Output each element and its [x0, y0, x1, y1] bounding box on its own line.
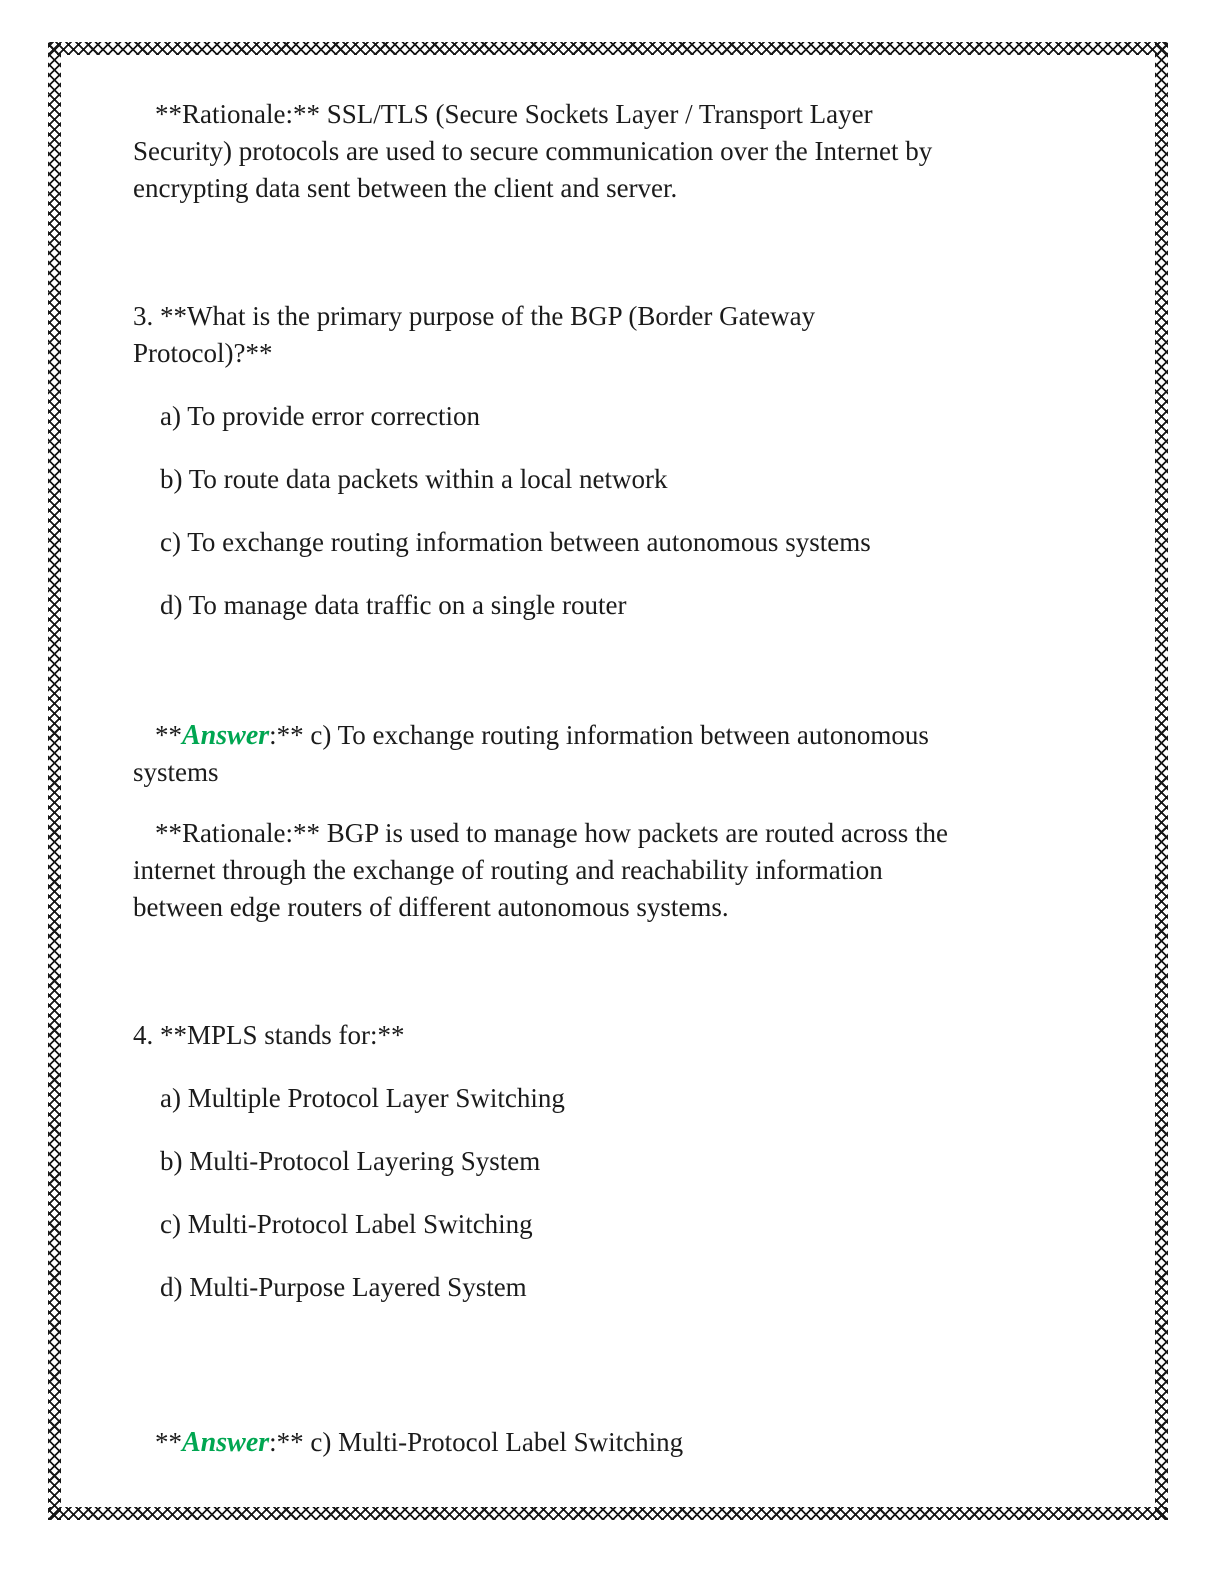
question-4-option-c: c) Multi-Protocol Label Switching	[160, 1209, 533, 1239]
question-4-line: 4. **MPLS stands for:**	[133, 1020, 405, 1050]
answer-stars: **	[155, 720, 182, 750]
question-4-option-a: a) Multiple Protocol Layer Switching	[160, 1083, 565, 1113]
rationale-line: **Rationale:** BGP is used to manage how packets are routed across the	[155, 818, 949, 848]
answer-word: Answer	[182, 720, 270, 751]
question-3-line: 3. **What is the primary purpose of the BGP (Border Gateway	[133, 301, 816, 331]
answer-line	[133, 717, 1095, 754]
question-4-option-b: b) Multi-Protocol Layering System	[160, 1146, 541, 1176]
answer-line: systems	[133, 757, 219, 787]
question-3-option-b: b) To route data packets within a local network	[160, 464, 668, 494]
answer-stars: **	[155, 1427, 182, 1457]
border-left	[48, 42, 61, 1520]
answer-text: :** c) To exchange routing information between autonomous	[269, 720, 929, 750]
question-3-answer-paragraph	[133, 717, 1095, 791]
document-page	[133, 96, 1095, 1461]
question-3-line: Protocol)?**	[133, 338, 273, 368]
question-4-option-d: d) Multi-Purpose Layered System	[160, 1272, 527, 1302]
rationale-line: between edge routers of different autonomous systems.	[133, 892, 729, 922]
question-3-option-a: a) To provide error correction	[160, 401, 480, 431]
question-3-option-d: d) To manage data traffic on a single router	[160, 590, 627, 620]
answer-text: :** c) Multi-Protocol Label Switching	[269, 1427, 684, 1457]
question-3-option-c: c) To exchange routing information between autonomous systems	[160, 527, 871, 557]
border-top	[48, 42, 1168, 55]
rationale-line: **Rationale:** SSL/TLS (Secure Sockets Layer / Transport Layer	[155, 99, 873, 129]
rationale-line: Security) protocols are used to secure communication over the Internet by	[133, 136, 933, 166]
rationale-line: internet through the exchange of routing and reachability information	[133, 855, 883, 885]
rationale-line: encrypting data sent between the client and server.	[133, 173, 678, 203]
question-3-heading	[133, 298, 1095, 372]
answer-line	[133, 1424, 1095, 1461]
border-bottom	[48, 1507, 1168, 1520]
question-4-heading	[133, 1017, 1095, 1054]
intro-rationale-paragraph	[133, 96, 1095, 207]
answer-word: Answer	[182, 1427, 270, 1458]
question-3-rationale-paragraph	[133, 815, 1095, 926]
border-right	[1155, 42, 1168, 1520]
question-4-answer-paragraph	[133, 1424, 1095, 1461]
